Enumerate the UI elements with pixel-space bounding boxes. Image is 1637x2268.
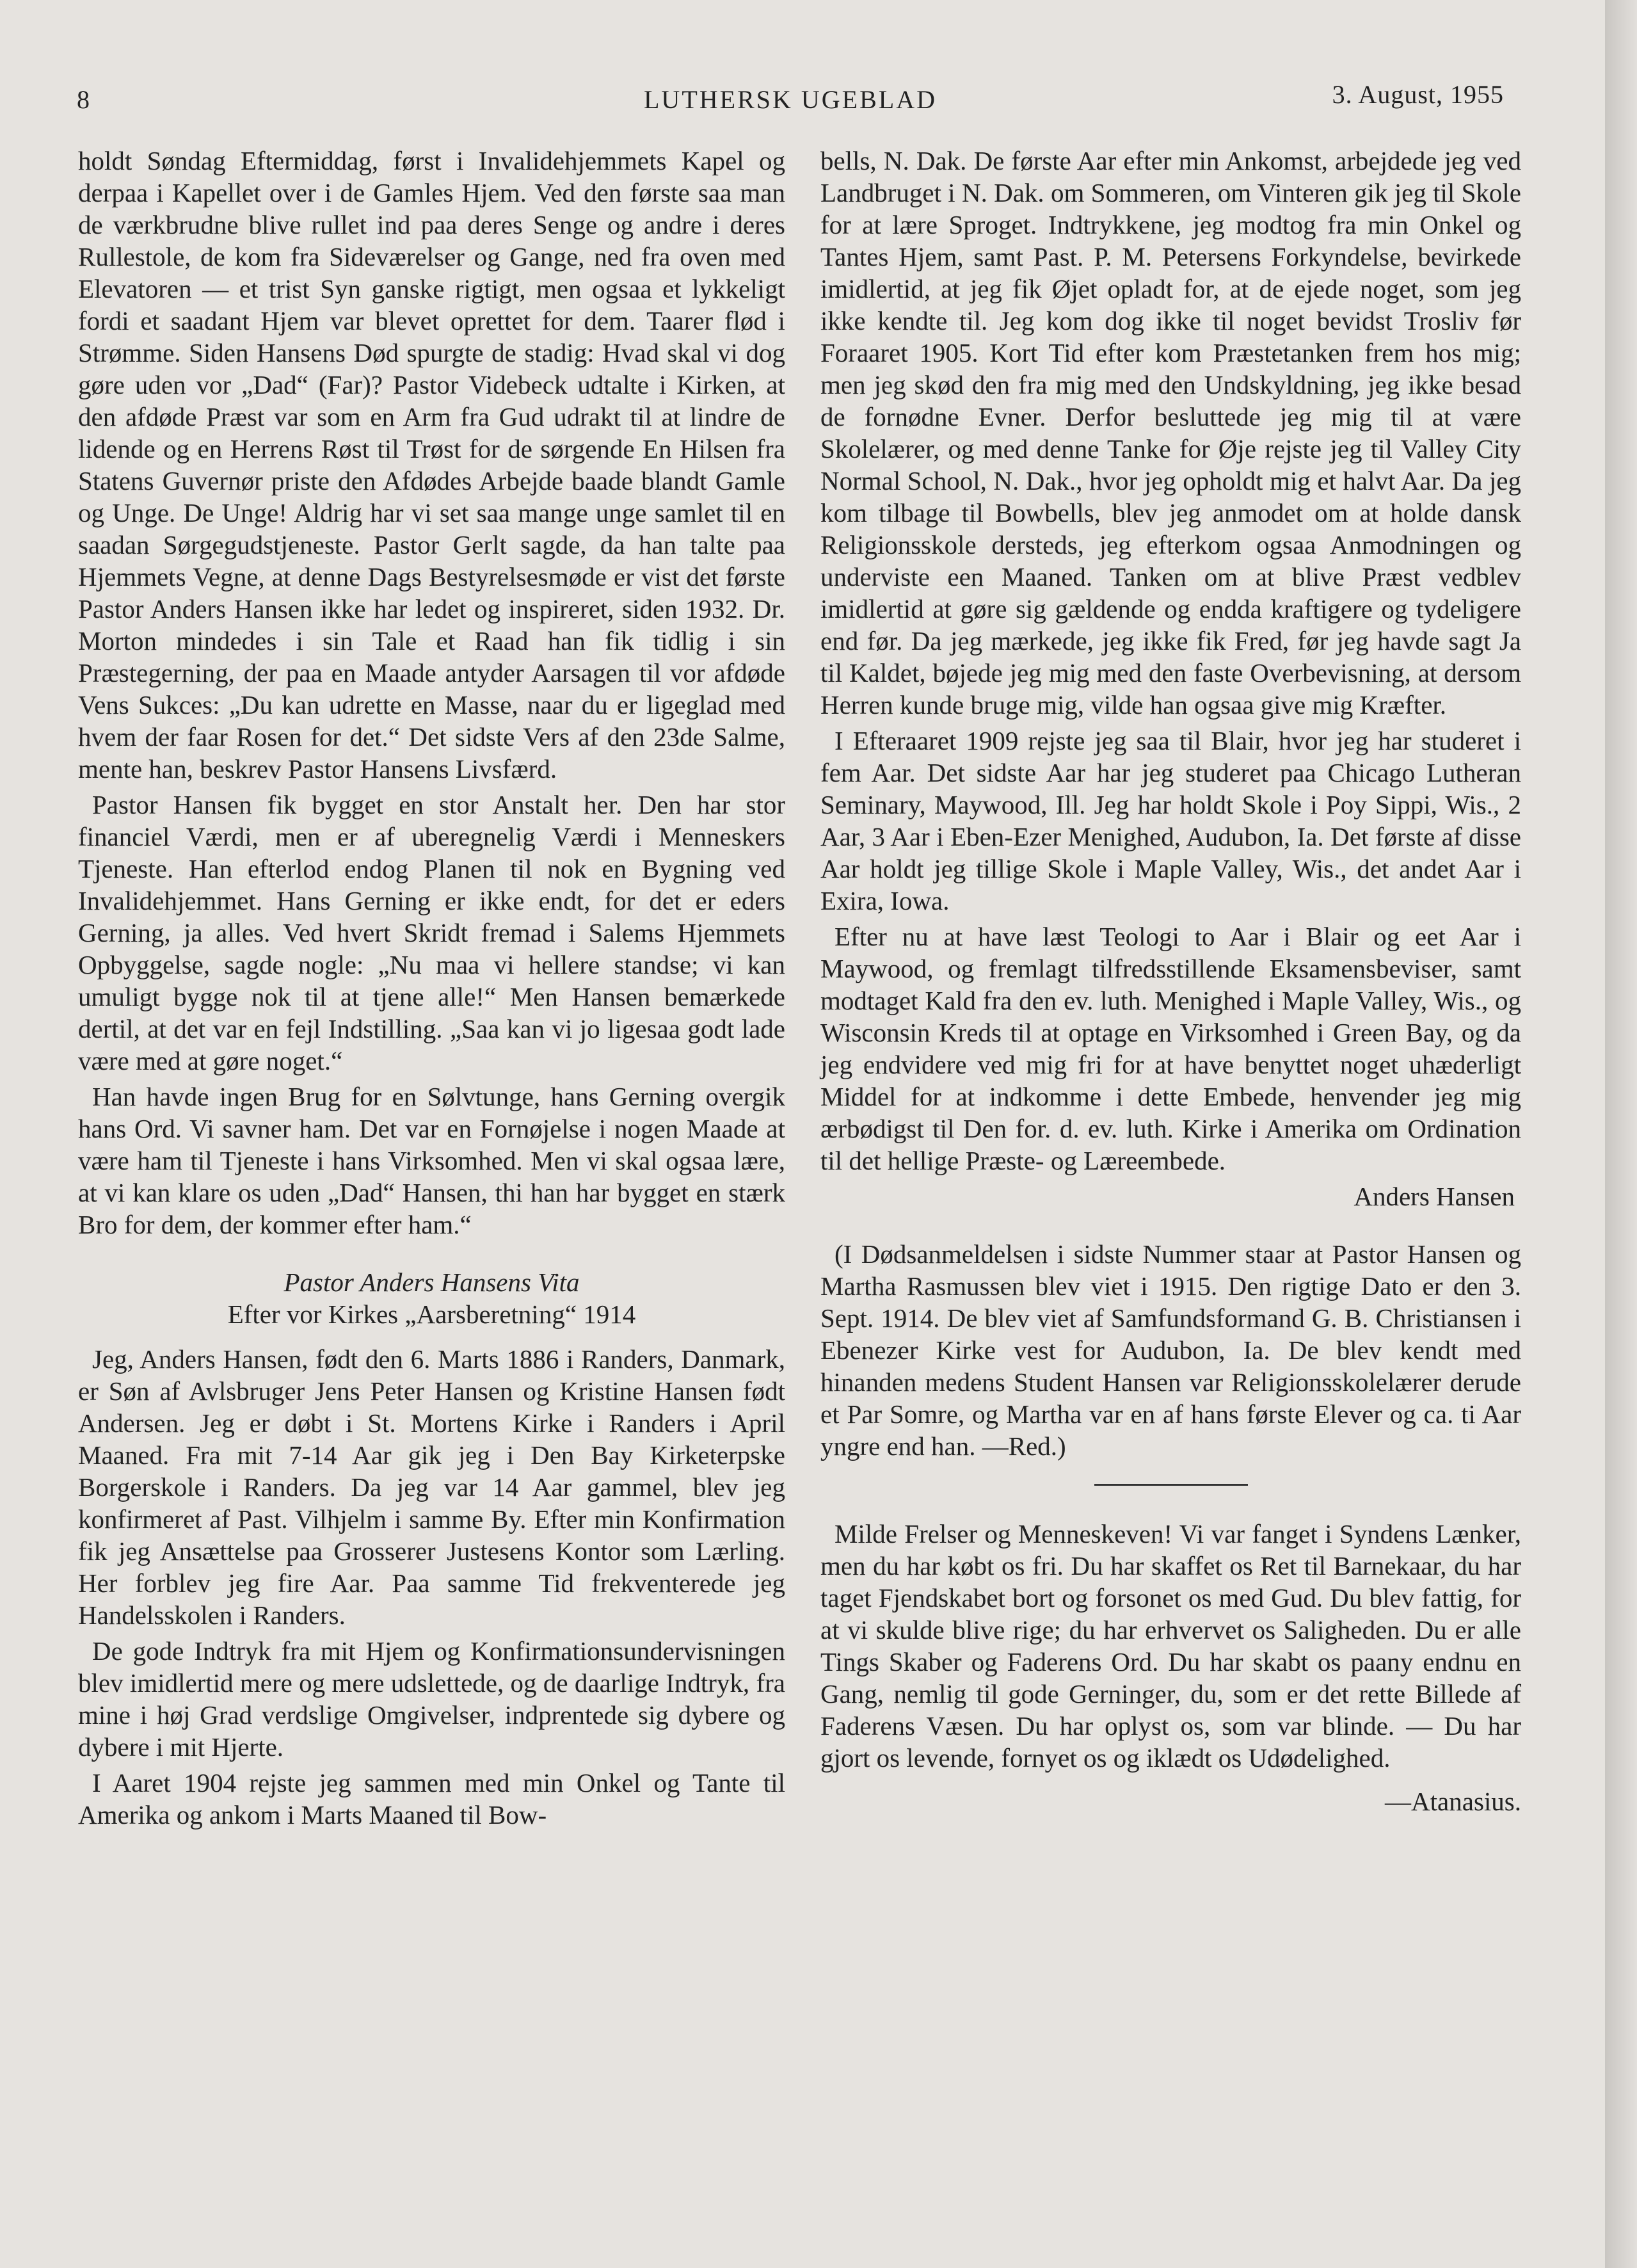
issue-date: 3. August, 1955 xyxy=(1332,80,1504,109)
vita-signature: Anders Hansen xyxy=(1354,1182,1515,1211)
vita-paragraph: Efter nu at have læst Teologi to Aar i Blair og eet Aar i Maywood, og fremlagt tilfredsstillende Eksamensbeviser, samt modtaget Kald fra den ev. luth. Menighed i Maple Valley, Wis., og Wisconsin Kreds til at optage en Virksomhed i Green Bay, og da jeg endvidere ved mig fri for at have benyttet noget uhæderligt Middel for at indkomme i dette Embede, henvender jeg mig ærbødigst til Den for. d. ev. luth. Kirke i Amerika om Ordination til det hellige Præste- og Læreembede. xyxy=(820,922,1521,1175)
quote-text: Milde Frelser og Menneskeven! Vi var fanget i Syndens Lænker, men du har købt os fri. Du har skaffet os Ret til Barnekaar, du har taget Fjendskabet bort og forsonet os med Gud. Du blev fattig, for at vi skulde blive rige; du har erhvervet os Saligheden. Du er alle Tings Skaber og Faderens Ord. Du har skabt os paany endnu en Gang, nemlig til gode Gerninger, du, som er det rette Billede af Faderens Væsen. Du har oplyst os, som var blinde. — Du har gjort os levende, fornyet os og iklædt os Udødelighed. xyxy=(820,1519,1521,1773)
vita-subtitle: Efter vor Kirkes „Aarsberetning“ 1914 xyxy=(227,1299,636,1329)
publication-title: LUTHERSK UGEBLAD xyxy=(644,85,937,114)
page-edge xyxy=(1605,0,1637,2268)
article-paragraph: Han havde ingen Brug for en Sølvtunge, hans Gerning overgik hans Ord. Vi savner ham. Det var en Fornøjelse i nogen Maade at være ham til Tjeneste i hans Virksomhed. Men vi skal ogsaa lære, at vi kan klare os uden „Dad“ Hansen, thi han har bygget en stærk Bro for dem, der kommer efter ham.“ xyxy=(78,1082,785,1239)
quote-author: —Atanasius. xyxy=(1385,1787,1521,1816)
article-paragraph: holdt Søndag Eftermiddag, først i Invalidehjemmets Kapel og derpaa i Kapellet over i de Gamles Hjem. Ved den første saa man de værkbrudne blive rullet ind paa deres Senge og andre i deres Rullestole, de kom fra Sideværelser og Gange, ned fra oven med Elevatoren — et trist Syn ganske rigtigt, men ogsaa et lykkeligt fordi et saadant Hjem var blevet oprettet for dem. Taarer flød i Strømme. Siden Hansens Død spurgte de stadig: Hvad skal vi dog gøre uden vor „Dad“ (Far)? Pastor Videbeck udtalte i Kirken, at den afdøde Præst var som en Arm fra Gud udrakt til at lindre de lidende og en Herrens Røst til Trøst for de sørgende En Hilsen fra Statens Guvernør priste den Afdødes Arbejde baade blandt Gamle og Unge. De Unge! Aldrig har vi set saa mange unge samlet til en saadan Sørgegudstjeneste. Pastor Gerlt sagde, da han talte paa Hjemmets Vegne, at denne Dags Bestyrelsesmøde er vist det første Pastor Anders Hansen ikke har ledet og inspireret, siden 1932. Dr. Morton mindedes i sin Tale et Raad han fik tidlig i sin Præstegerning, der paa en Maade antyder Aarsagen til vor afdøde Vens Sukces: „Du kan udrette en Masse, naar du er ligeglad med hvem der faar Rosen for det.“ Det sidste Vers af den 23de Salme, mente han, beskrev Pastor Hansens Livsfærd. xyxy=(78,146,785,784)
section-divider xyxy=(1094,1484,1248,1486)
editor-note: (I Dødsanmeldelsen i sidste Nummer staar at Pastor Hansen og Martha Rasmussen blev viet i 1915. Den rigtige Dato er den 3. Sept. 1914. De blev viet af Samfundsformand G. B. Christiansen i Ebenezer Kirke vest for Audubon, Ia. De blev kendt med hinanden medens Student Hansen var Religionsskolelærer derude et Par Somre, og Martha var en af hans første Elever og ca. ti Aar yngre end han. —Red.) xyxy=(820,1239,1521,1461)
vita-paragraph: bells, N. Dak. De første Aar efter min Ankomst, arbejdede jeg ved Landbruget i N. Dak. om Sommeren, om Vinteren gik jeg til Skole for at lære Sproget. Indtrykkene, jeg modtog fra min Onkel og Tantes Hjem, samt Past. P. M. Petersens Forkyndelse, bevirkede imidlertid, at jeg fik Øjet opladt for, at de ejede noget, som jeg ikke kendte til. Jeg kom dog ikke til noget bevidst Trosliv før Foraaret 1905. Kort Tid efter kom Præstetanken frem hos mig; men jeg skød den fra mig med den Undskyldning, jeg ikke besad de fornødne Evner. Derfor besluttede jeg mig til at være Skolelærer, og med denne Tanke for Øje rejste jeg til Valley City Normal School, N. Dak., hvor jeg opholdt mig et halvt Aar. Da jeg kom tilbage til Bowbells, blev jeg anmodet om at holde dansk Religionsskole dersteds, jeg efterkom ogsaa Anmodningen og underviste een Maaned. Tanken om at blive Præst vedblev imidlertid at gøre sig gældende og endda kraftigere og tydeligere end før. Da jeg mærkede, jeg ikke fik Fred, før jeg havde sagt Ja til Kaldet, bøjede jeg mig med den faste Overbevisning, at dersom Herren kunde bruge mig, vilde han ogsaa give mig Kræfter. xyxy=(820,146,1521,720)
article-paragraph: Pastor Hansen fik bygget en stor Anstalt her. Den har stor financiel Værdi, men er af uberegnelig Værdi i Menneskers Tjeneste. Han efterlod endog Planen til nok en Bygning ved Invalidehjemmet. Hans Gerning er ikke endt, for det er eders Gerning, ja alles. Ved hvert Skridt fremad i Salems Hjemmets Opbyggelse, sagde nogle: „Nu maa vi hellere standse; vi kan umuligt bygge nok til at tjene alle!“ Men Hansen bemærkede dertil, at det var en fejl Indstilling. „Saa kan vi jo ligesaa godt lade være med at gøre noget.“ xyxy=(78,790,785,1075)
vita-title: Pastor Anders Hansens Vita xyxy=(283,1267,580,1297)
left-column xyxy=(78,145,785,1835)
vita-paragraph: I Efteraaret 1909 rejste jeg saa til Blair, hvor jeg har studeret i fem Aar. Det sidste Aar har jeg studeret paa Chicago Lutheran Seminary, Maywood, Ill. Jeg har holdt Skole i Poy Sippi, Wis., 2 Aar, 3 Aar i Eben-Ezer Menighed, Audubon, Ia. Det første af disse Aar holdt jeg tillige Skole i Maple Valley, Wis., det andet Aar i Exira, Iowa. xyxy=(820,726,1521,915)
page-header xyxy=(77,76,1504,120)
vita-paragraph: Jeg, Anders Hansen, født den 6. Marts 1886 i Randers, Danmark, er Søn af Avlsbruger Jens Peter Hansen og Kristine Hansen født Andersen. Jeg er døbt i St. Mortens Kirke i Randers i April Maaned. Fra mit 7-14 Aar gik jeg i Den Bay Kirketerpske Borgerskole i Randers. Da jeg var 14 Aar gammel, blev jeg konfirmeret af Past. Vilhjelm i samme By. Efter min Konfirmation fik jeg Ansættelse paa Grosserer Justesens Kontor som Lærling. Her forblev jeg fire Aar. Paa samme Tid frekventerede jeg Handelsskolen i Randers. xyxy=(78,1344,785,1630)
vita-paragraph: De gode Indtryk fra mit Hjem og Konfirmationsundervisningen blev imidlertid mere og mere udslettede, og de daarlige Indtryk, fra mine i høj Grad verdslige Omgivelser, indprentede sig dybere og dybere i mit Hjerte. xyxy=(78,1636,785,1762)
vita-paragraph: I Aaret 1904 rejste jeg sammen med min Onkel og Tante til Amerika og ankom i Marts Maaned til Bow- xyxy=(78,1768,785,1830)
right-column xyxy=(820,145,1521,1821)
page-number: 8 xyxy=(77,85,90,114)
vita-heading xyxy=(78,1266,785,1330)
